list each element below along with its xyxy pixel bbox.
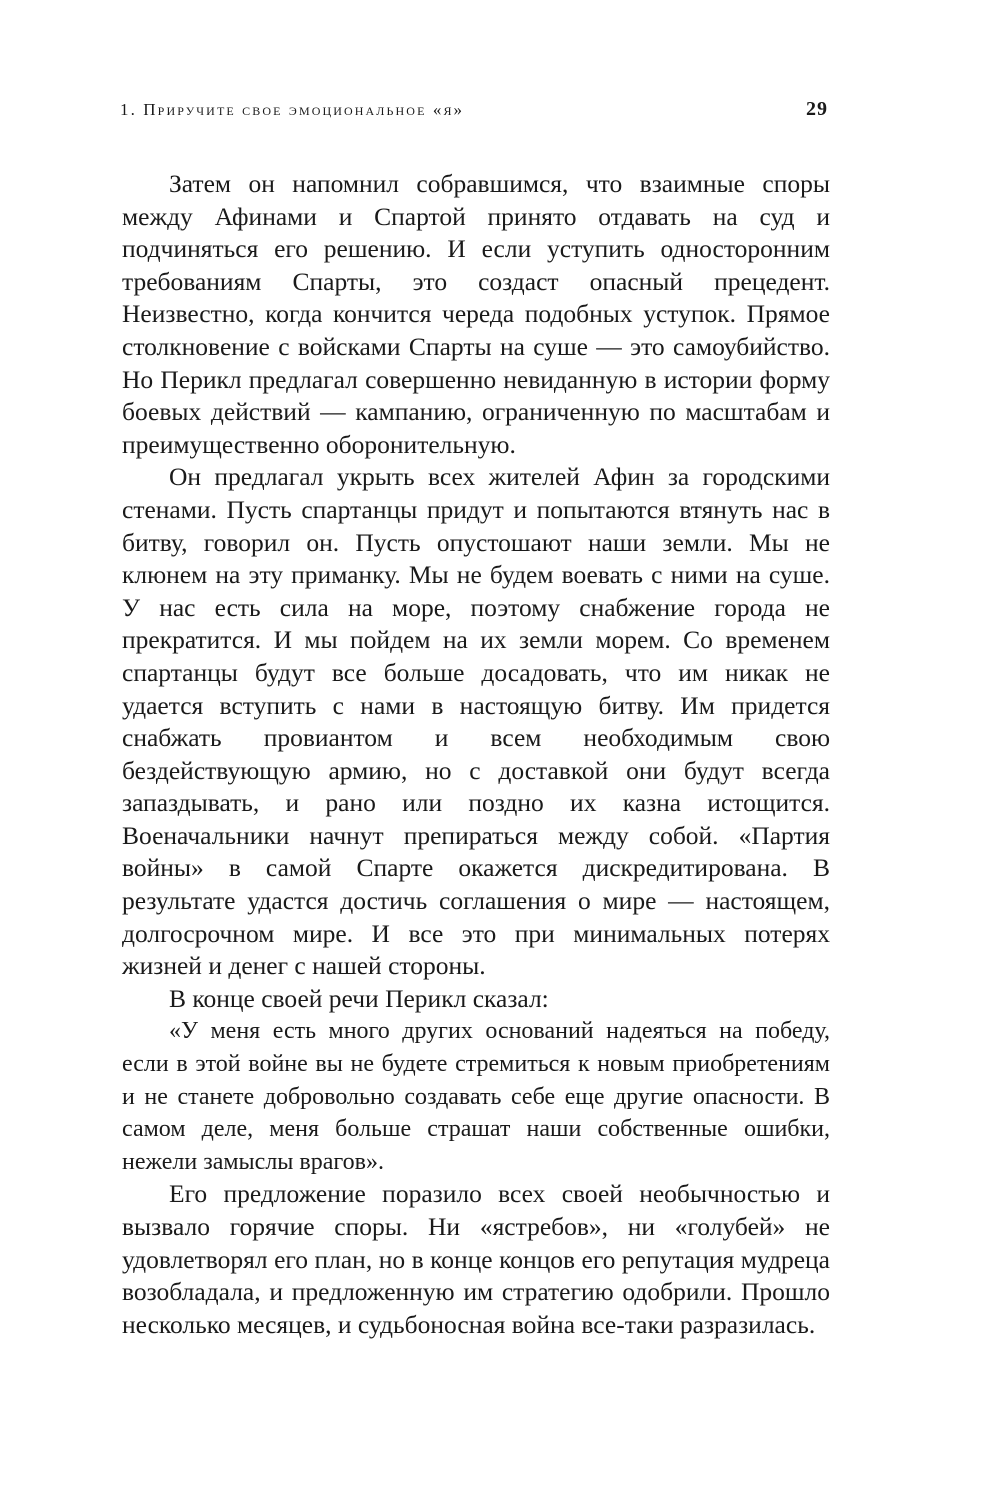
paragraph: Затем он напомнил собравшимся, что взаимные споры между Афинами и Спартой принято отдавать на суд и подчиняться его решению. И если уступить односторонним требованиям Спарты, это создаст опасный прецедент. Неизвестно, когда кончится череда подобных уступок. Прямое столкновение с войсками Спарты на суше — это самоубийство. Но Перикл предлагал совершенно невиданную в истории форму боевых действий — кампанию, ограниченную по масштабам и преимущественно оборонительную. [122, 169, 830, 459]
paragraph: Его предложение поразило всех своей необычностью и вызвало горячие споры. Ни «ястребов», ни «голубей» не удовлетворял его план, но в конце концов его репутация мудреца возобладала, и предложенную им стратегию одобрили. Прошло несколько месяцев, и судьбоносная война все-таки разразилась. [122, 1179, 830, 1339]
paragraph: Он предлагал укрыть всех жителей Афин за городскими стенами. Пусть спартанцы придут и попытаются втянуть нас в битву, говорил он. Пусть опустошают наши земли. Мы не клюнем на эту приманку. Мы не будем воевать с ними на суше. У нас есть сила на море, поэтому снабжение города не прекратится. И мы пойдем на их земли морем. Со временем спартанцы будут все больше досадовать, что им никак не удается вступить с нами в настоящую битву. Им придется снабжать провиантом и всем необходимым свою бездействующую армию, но с доставкой они будут всегда запаздывать, и рано или поздно их казна истощится. Военачальники начнут препираться между собой. «Партия войны» в самой Спарте окажется дискредитирована. В результате удастся достичь соглашения о мире — настоящем, долгосрочном мире. И все это при минимальных потерях жизней и денег с нашей стороны. [122, 462, 830, 981]
running-header [120, 100, 828, 130]
quote-paragraph: «У меня есть много других оснований надеяться на победу, если в этой войне вы не будете стремиться к новым приобретениям и не станете добровольно создавать себе еще другие опасности. В самом деле, меня больше страшат наши собственные ошибки, нежели замыслы врагов». [122, 1018, 830, 1175]
page-number: 29 [806, 98, 828, 120]
body-text [122, 168, 830, 1341]
paragraph: В конце своей речи Перикл сказал: [169, 983, 549, 1013]
chapter-title: 1. Приручите свое эмоциональное «я» [120, 100, 465, 119]
